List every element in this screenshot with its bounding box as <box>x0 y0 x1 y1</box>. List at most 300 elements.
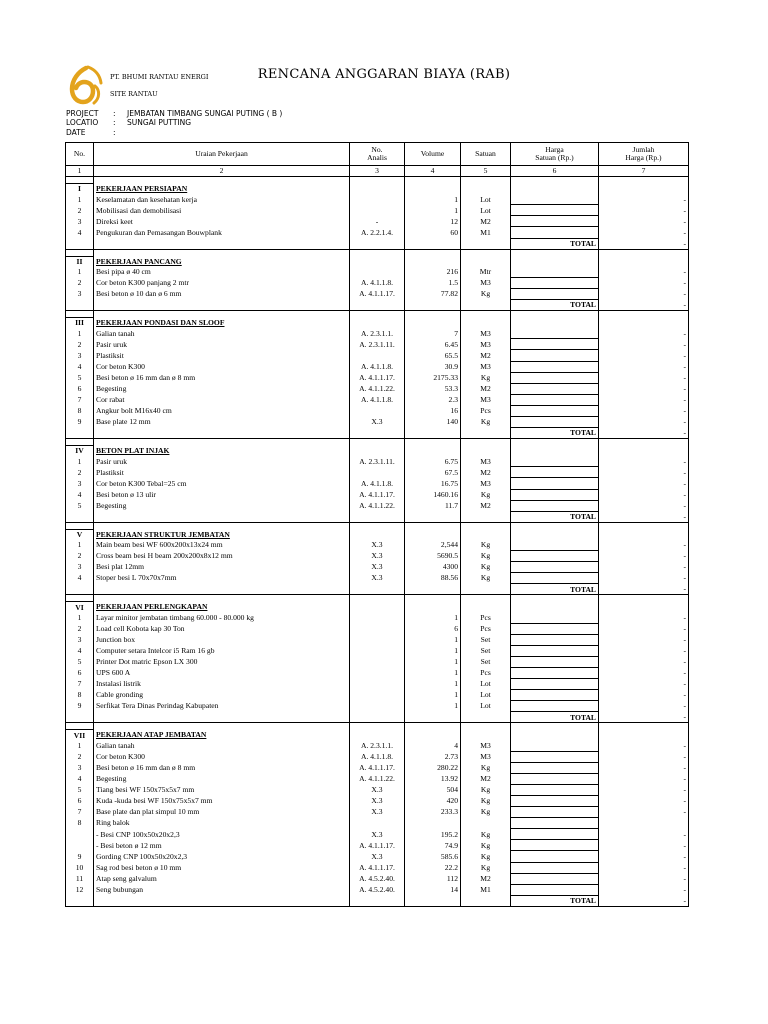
item-volume: 16 <box>405 405 461 416</box>
item-analisa: A. 4.1.1.8. <box>350 478 405 489</box>
item-number: 4 <box>66 227 94 238</box>
empty-cell <box>461 895 511 906</box>
column-number-row <box>66 166 689 177</box>
info-label: LOCATIO <box>66 118 99 128</box>
item-harga-satuan <box>511 818 599 829</box>
section-number: IV <box>66 446 94 457</box>
item-jumlah: - <box>599 573 689 584</box>
empty-cell <box>405 428 461 439</box>
item-satuan: M2 <box>461 873 511 884</box>
item-description: Cor beton K300 <box>94 751 350 762</box>
item-satuan: Kg <box>461 540 511 551</box>
item-volume: 1.5 <box>405 277 461 288</box>
item-analisa: X.3 <box>350 573 405 584</box>
item-satuan: Kg <box>461 829 511 840</box>
item-satuan: M3 <box>461 478 511 489</box>
item-description: Pasir uruk <box>94 339 350 350</box>
item-description: Direksi keet <box>94 216 350 227</box>
section-number: VII <box>66 730 94 741</box>
info-row <box>66 109 282 118</box>
item-analisa <box>350 623 405 634</box>
item-jumlah: - <box>599 339 689 350</box>
empty-cell <box>405 529 461 540</box>
col-analisa: No. Analis <box>350 143 405 166</box>
item-description: Besi beton ø 16 mm dan ø 8 mm <box>94 372 350 383</box>
item-number <box>66 829 94 840</box>
item-description: Besi beton ø 16 mm dan ø 8 mm <box>94 762 350 773</box>
item-satuan: Kg <box>461 807 511 818</box>
item-number: 1 <box>66 194 94 205</box>
section-number: VI <box>66 602 94 613</box>
item-number: 2 <box>66 467 94 478</box>
item-volume: 6.75 <box>405 456 461 467</box>
spacer-row <box>66 249 689 256</box>
spacer-cell <box>461 439 511 446</box>
section-title: BETON PLAT INJAK <box>94 446 350 457</box>
item-analisa <box>350 350 405 361</box>
item-number: 3 <box>66 478 94 489</box>
spacer-cell <box>599 439 689 446</box>
item-satuan: Kg <box>461 489 511 500</box>
item-number: 9 <box>66 851 94 862</box>
item-analisa: X.3 <box>350 551 405 562</box>
table-row <box>66 288 689 299</box>
item-harga-satuan <box>511 807 599 818</box>
item-number: 9 <box>66 701 94 712</box>
empty-cell <box>94 895 350 906</box>
table-row <box>66 773 689 784</box>
empty-cell <box>599 602 689 613</box>
spacer-cell <box>599 595 689 602</box>
item-volume: 6 <box>405 623 461 634</box>
item-jumlah: - <box>599 467 689 478</box>
item-number: 1 <box>66 456 94 467</box>
item-satuan: Mtr <box>461 267 511 278</box>
spacer-cell <box>461 723 511 730</box>
table-row <box>66 679 689 690</box>
item-harga-satuan <box>511 361 599 372</box>
empty-cell <box>461 730 511 741</box>
item-satuan: M2 <box>461 216 511 227</box>
spacer-cell <box>461 522 511 529</box>
item-harga-satuan <box>511 540 599 551</box>
spacer-cell <box>66 311 94 318</box>
table-header <box>66 143 689 166</box>
info-value: SUNGAI PUTTING <box>127 118 192 128</box>
item-harga-satuan <box>511 216 599 227</box>
item-volume: 22.2 <box>405 862 461 873</box>
item-number: 7 <box>66 679 94 690</box>
table-row <box>66 795 689 806</box>
item-satuan: Pcs <box>461 623 511 634</box>
empty-cell <box>461 529 511 540</box>
item-description: Pasir uruk <box>94 456 350 467</box>
item-description: Plastiksit <box>94 467 350 478</box>
item-analisa <box>350 690 405 701</box>
item-volume: 53.3 <box>405 383 461 394</box>
item-jumlah: - <box>599 656 689 667</box>
table-row <box>66 818 689 829</box>
item-volume: 74.9 <box>405 840 461 851</box>
item-volume: 1 <box>405 205 461 216</box>
item-volume: 60 <box>405 227 461 238</box>
item-satuan: M3 <box>461 741 511 752</box>
spacer-cell <box>511 311 599 318</box>
spacer-row <box>66 439 689 446</box>
item-volume: 7 <box>405 328 461 339</box>
section-total-value: - <box>599 584 689 595</box>
item-harga-satuan <box>511 884 599 895</box>
item-analisa: A. 4.1.1.8. <box>350 361 405 372</box>
item-number: 8 <box>66 405 94 416</box>
item-satuan: Kg <box>461 372 511 383</box>
item-number: 3 <box>66 288 94 299</box>
item-harga-satuan <box>511 795 599 806</box>
empty-cell <box>461 446 511 457</box>
item-harga-satuan <box>511 773 599 784</box>
item-satuan: M3 <box>461 456 511 467</box>
item-number: 1 <box>66 741 94 752</box>
item-harga-satuan <box>511 288 599 299</box>
spacer-cell <box>350 595 405 602</box>
item-satuan: Kg <box>461 551 511 562</box>
item-satuan <box>461 818 511 829</box>
item-satuan: M2 <box>461 467 511 478</box>
table-row <box>66 478 689 489</box>
item-satuan: M2 <box>461 350 511 361</box>
item-jumlah: - <box>599 267 689 278</box>
item-harga-satuan <box>511 634 599 645</box>
table-row <box>66 784 689 795</box>
spacer-cell <box>66 723 94 730</box>
item-volume: 1 <box>405 656 461 667</box>
item-volume: 4300 <box>405 562 461 573</box>
item-harga-satuan <box>511 612 599 623</box>
empty-cell <box>461 238 511 249</box>
empty-cell <box>350 584 405 595</box>
item-harga-satuan <box>511 339 599 350</box>
item-description: Stoper besi L 70x70x7mm <box>94 573 350 584</box>
table-row <box>66 267 689 278</box>
total-label: TOTAL <box>511 300 599 311</box>
section-total-row <box>66 895 689 906</box>
spacer-cell <box>405 249 461 256</box>
item-analisa: A. 4.1.1.17. <box>350 489 405 500</box>
item-description: Seng bubungan <box>94 884 350 895</box>
empty-cell <box>350 300 405 311</box>
item-satuan: Set <box>461 645 511 656</box>
item-number: 2 <box>66 751 94 762</box>
item-volume: 4 <box>405 741 461 752</box>
spacer-cell <box>599 311 689 318</box>
table-row <box>66 394 689 405</box>
item-number: 2 <box>66 339 94 350</box>
table-row <box>66 500 689 511</box>
item-satuan: M3 <box>461 361 511 372</box>
empty-cell <box>66 895 94 906</box>
empty-cell <box>66 300 94 311</box>
item-analisa <box>350 467 405 478</box>
section-header-row <box>66 602 689 613</box>
item-number: 2 <box>66 205 94 216</box>
item-description: - Besi CNP 100x50x20x2,3 <box>94 829 350 840</box>
section-title: PEKERJAAN PERLENGKAPAN <box>94 602 350 613</box>
spacer-cell <box>350 177 405 184</box>
item-analisa: X.3 <box>350 795 405 806</box>
empty-cell <box>599 318 689 329</box>
item-harga-satuan <box>511 551 599 562</box>
section-total-row <box>66 511 689 522</box>
item-satuan: Kg <box>461 573 511 584</box>
item-volume: 77.82 <box>405 288 461 299</box>
section-total-row <box>66 428 689 439</box>
item-satuan: Kg <box>461 795 511 806</box>
item-number: 6 <box>66 383 94 394</box>
table-row <box>66 701 689 712</box>
item-analisa: X.3 <box>350 562 405 573</box>
spacer-cell <box>599 177 689 184</box>
table-row <box>66 489 689 500</box>
table-row <box>66 873 689 884</box>
section-total-value: - <box>599 238 689 249</box>
item-harga-satuan <box>511 562 599 573</box>
item-analisa: A. 2.3.1.11. <box>350 456 405 467</box>
item-description: Begesting <box>94 383 350 394</box>
section-total-row <box>66 238 689 249</box>
item-description: Gording CNP 100x50x20x2,3 <box>94 851 350 862</box>
item-volume: 2,544 <box>405 540 461 551</box>
item-volume: 16.75 <box>405 478 461 489</box>
item-description: Cor beton K300 Tebal=25 cm <box>94 478 350 489</box>
site-name: SITE RANTAU <box>110 90 158 98</box>
col-harga: Harga Satuan (Rp.) <box>511 143 599 166</box>
item-harga-satuan <box>511 690 599 701</box>
item-harga-satuan <box>511 784 599 795</box>
item-harga-satuan <box>511 862 599 873</box>
item-volume: 2175.33 <box>405 372 461 383</box>
item-analisa: X.3 <box>350 829 405 840</box>
item-volume: 504 <box>405 784 461 795</box>
table-row <box>66 350 689 361</box>
spacer-cell <box>66 249 94 256</box>
item-description: Galian tanah <box>94 741 350 752</box>
item-harga-satuan <box>511 762 599 773</box>
empty-cell <box>405 895 461 906</box>
item-analisa: X.3 <box>350 784 405 795</box>
spacer-cell <box>461 177 511 184</box>
column-number: 6 <box>511 166 599 177</box>
item-number: 5 <box>66 784 94 795</box>
item-harga-satuan <box>511 405 599 416</box>
empty-cell <box>350 730 405 741</box>
item-harga-satuan <box>511 829 599 840</box>
empty-cell <box>350 184 405 195</box>
empty-cell <box>350 428 405 439</box>
item-satuan: Pcs <box>461 405 511 416</box>
empty-cell <box>461 511 511 522</box>
spacer-row <box>66 595 689 602</box>
item-jumlah: - <box>599 540 689 551</box>
section-header-row <box>66 730 689 741</box>
item-satuan: Kg <box>461 862 511 873</box>
item-jumlah: - <box>599 562 689 573</box>
spacer-cell <box>461 595 511 602</box>
item-number: 2 <box>66 551 94 562</box>
table-row <box>66 623 689 634</box>
empty-cell <box>405 730 461 741</box>
item-jumlah: - <box>599 667 689 678</box>
item-satuan: Kg <box>461 562 511 573</box>
item-analisa: X.3 <box>350 807 405 818</box>
item-harga-satuan <box>511 350 599 361</box>
table-row <box>66 551 689 562</box>
item-jumlah: - <box>599 551 689 562</box>
item-satuan: Lot <box>461 690 511 701</box>
info-row <box>66 128 282 137</box>
item-analisa: X.3 <box>350 416 405 427</box>
item-description: Printer Dot matric Epson LX 300 <box>94 656 350 667</box>
item-analisa: A. 4.5.2.40. <box>350 884 405 895</box>
item-volume: 1 <box>405 701 461 712</box>
item-jumlah: - <box>599 751 689 762</box>
empty-cell <box>461 300 511 311</box>
item-analisa: A. 4.1.1.8. <box>350 394 405 405</box>
item-number: 7 <box>66 394 94 405</box>
item-jumlah: - <box>599 807 689 818</box>
spacer-row <box>66 723 689 730</box>
item-analisa <box>350 645 405 656</box>
item-harga-satuan <box>511 573 599 584</box>
item-number: 10 <box>66 862 94 873</box>
table-row <box>66 645 689 656</box>
item-volume: 585.6 <box>405 851 461 862</box>
item-volume: 1460.16 <box>405 489 461 500</box>
spacer-row <box>66 177 689 184</box>
empty-cell <box>66 511 94 522</box>
item-analisa <box>350 634 405 645</box>
table-row <box>66 562 689 573</box>
item-harga-satuan <box>511 851 599 862</box>
spacer-cell <box>405 177 461 184</box>
item-volume: 195.2 <box>405 829 461 840</box>
item-number: 1 <box>66 540 94 551</box>
item-number <box>66 840 94 851</box>
table-row <box>66 807 689 818</box>
item-jumlah: - <box>599 829 689 840</box>
table-row <box>66 205 689 216</box>
empty-cell <box>511 529 599 540</box>
section-number: III <box>66 318 94 329</box>
item-volume: 140 <box>405 416 461 427</box>
spacer-cell <box>94 595 350 602</box>
item-analisa <box>350 405 405 416</box>
item-description: Begesting <box>94 773 350 784</box>
item-analisa: A. 2.3.1.1. <box>350 328 405 339</box>
spacer-cell <box>66 595 94 602</box>
section-title: PEKERJAAN STRUKTUR JEMBATAN <box>94 529 350 540</box>
table-row <box>66 634 689 645</box>
item-description: Atap seng galvalum <box>94 873 350 884</box>
item-volume: 1 <box>405 679 461 690</box>
section-title: PEKERJAAN PONDASI DAN SLOOF <box>94 318 350 329</box>
item-satuan: Kg <box>461 288 511 299</box>
item-harga-satuan <box>511 667 599 678</box>
item-satuan: Kg <box>461 840 511 851</box>
spacer-cell <box>350 522 405 529</box>
column-number: 4 <box>405 166 461 177</box>
item-description: Base plate 12 mm <box>94 416 350 427</box>
spacer-cell <box>511 522 599 529</box>
item-jumlah <box>599 818 689 829</box>
info-label: PROJECT <box>66 109 99 118</box>
section-total-row <box>66 584 689 595</box>
item-analisa: A. 4.1.1.22. <box>350 773 405 784</box>
item-number: 2 <box>66 623 94 634</box>
empty-cell <box>66 428 94 439</box>
table-row <box>66 328 689 339</box>
item-jumlah: - <box>599 701 689 712</box>
item-harga-satuan <box>511 751 599 762</box>
item-volume: 2.3 <box>405 394 461 405</box>
table-row <box>66 656 689 667</box>
item-number: 5 <box>66 656 94 667</box>
item-satuan: Kg <box>461 784 511 795</box>
item-satuan: M3 <box>461 277 511 288</box>
empty-cell <box>599 730 689 741</box>
table-row <box>66 667 689 678</box>
empty-cell <box>350 712 405 723</box>
item-description: Sag rod besi beton ø 10 mm <box>94 862 350 873</box>
item-volume: 1 <box>405 690 461 701</box>
section-title: PEKERJAAN PERSIAPAN <box>94 184 350 195</box>
empty-cell <box>405 446 461 457</box>
section-header-row <box>66 318 689 329</box>
table-row <box>66 690 689 701</box>
spacer-cell <box>599 723 689 730</box>
table-row <box>66 573 689 584</box>
item-jumlah: - <box>599 478 689 489</box>
item-analisa: A. 2.3.1.11. <box>350 339 405 350</box>
info-label: DATE <box>66 127 86 137</box>
item-harga-satuan <box>511 383 599 394</box>
item-analisa <box>350 205 405 216</box>
item-satuan: Set <box>461 634 511 645</box>
item-description: Cor beton K300 panjang 2 mtr <box>94 277 350 288</box>
item-jumlah: - <box>599 372 689 383</box>
item-jumlah: - <box>599 405 689 416</box>
section-title: PEKERJAAN PANCANG <box>94 256 350 267</box>
spacer-cell <box>405 522 461 529</box>
item-jumlah: - <box>599 795 689 806</box>
empty-cell <box>66 238 94 249</box>
item-jumlah: - <box>599 612 689 623</box>
empty-cell <box>461 184 511 195</box>
item-description: Serfikat Tera Dinas Perindag Kabupaten <box>94 701 350 712</box>
item-description: Cor rabat <box>94 394 350 405</box>
column-number: 7 <box>599 166 689 177</box>
section-number: I <box>66 184 94 195</box>
item-satuan: M3 <box>461 751 511 762</box>
empty-cell <box>599 446 689 457</box>
item-analisa <box>350 194 405 205</box>
item-volume: 233.3 <box>405 807 461 818</box>
item-description: Computer setara Intelcor i5 Ram 16 gb <box>94 645 350 656</box>
item-analisa: X.3 <box>350 851 405 862</box>
table-row <box>66 467 689 478</box>
item-number: 1 <box>66 328 94 339</box>
item-volume: 12 <box>405 216 461 227</box>
item-jumlah: - <box>599 194 689 205</box>
